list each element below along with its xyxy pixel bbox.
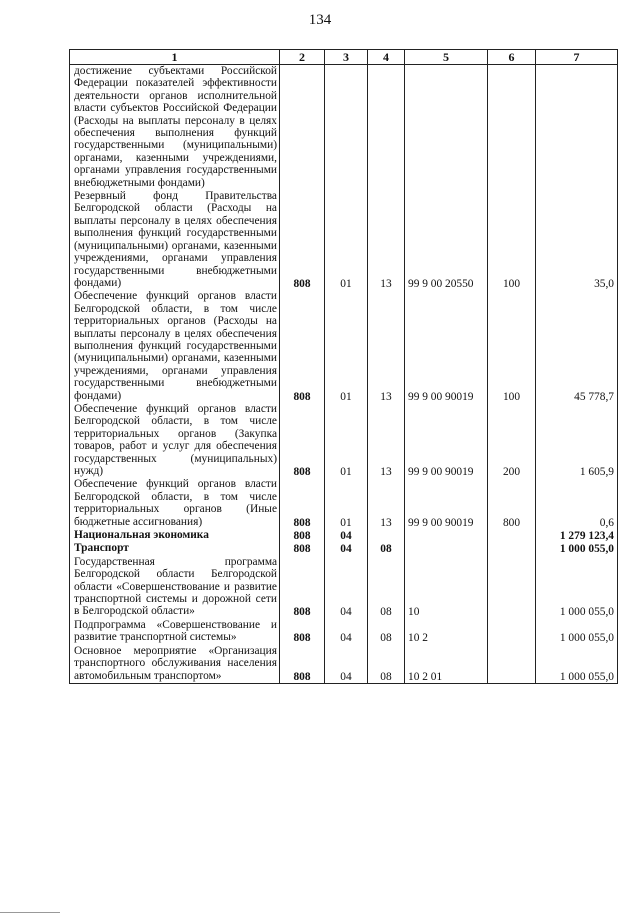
subsection-code [368,65,405,191]
expense-type-code: 100 [488,190,536,290]
amount: 1 000 055,0 [536,645,618,684]
admin-code: 808 [280,290,325,403]
page-edge-mark [0,912,60,913]
target-article-code [405,542,488,555]
subsection-code: 08 [368,542,405,555]
expense-type-code [488,556,536,619]
admin-code: 808 [280,529,325,542]
admin-code: 808 [280,556,325,619]
expense-type-code [488,619,536,645]
target-article-code: 99 9 00 90019 [405,290,488,403]
section-code: 04 [325,619,368,645]
page-number: 134 [308,12,332,28]
section-code: 01 [325,190,368,290]
subsection-code: 13 [368,190,405,290]
row-description: Обеспечение функций органов власти Белгородской области, в том числе территориальных органов (Иные бюджетные ассигнования) [70,478,280,529]
target-article-code [405,529,488,542]
row-description: Подпрограмма «Совершенствование и развитие транспортной системы» [70,619,280,645]
target-article-code: 10 2 01 [405,645,488,684]
amount: 1 000 055,0 [536,542,618,555]
amount: 1 605,9 [536,403,618,478]
section-code: 04 [325,556,368,619]
target-article-code: 99 9 00 90019 [405,403,488,478]
row-description: Основное мероприятие «Организация транспортного обслуживания населения автомобильным транспортом» [70,645,280,684]
amount: 1 000 055,0 [536,619,618,645]
table-row [70,403,618,478]
admin-code: 808 [280,403,325,478]
subsection-code: 08 [368,619,405,645]
section-code: 04 [325,542,368,555]
header-col-5: 5 [405,50,488,65]
amount: 0,6 [536,478,618,529]
amount: 45 778,7 [536,290,618,403]
header-col-2: 2 [280,50,325,65]
target-article-code: 99 9 00 20550 [405,190,488,290]
row-description: Транспорт [70,542,280,555]
amount [536,65,618,191]
subsection-code: 13 [368,478,405,529]
subsection-code: 13 [368,290,405,403]
expense-type-code [488,542,536,555]
amount: 1 000 055,0 [536,556,618,619]
table-row [70,556,618,619]
table-row [70,542,618,555]
expense-type-code: 100 [488,290,536,403]
row-description: Обеспечение функций органов власти Белгородской области, в том числе территориальных органов (Расходы на выплаты персоналу в целях обеспечения выполнения функций государственными (муниципальными) органами, казенными учреждениями, органами управления государственными внебюджетными фондами) [70,290,280,403]
expense-type-code [488,529,536,542]
target-article-code: 10 [405,556,488,619]
header-col-6: 6 [488,50,536,65]
expense-type-code: 800 [488,478,536,529]
admin-code: 808 [280,478,325,529]
expense-type-code: 200 [488,403,536,478]
target-article-code [405,65,488,191]
section-code [325,65,368,191]
amount: 35,0 [536,190,618,290]
header-col-3: 3 [325,50,368,65]
section-code: 01 [325,403,368,478]
row-description: Обеспечение функций органов власти Белгородской области, в том числе территориальных органов (Закупка товаров, работ и услуг для обеспечения государственных (муниципальных) нужд) [70,403,280,478]
budget-table [69,49,618,684]
row-description: Национальная экономика [70,529,280,542]
table-row [70,645,618,684]
table-row [70,190,618,290]
row-description: достижение субъектами Российской Федерации показателей эффективности деятельности органов исполнительной власти субъектов Российской Федерации (Расходы на выплаты персоналу в целях обеспечения выполнения функций государственными (муниципальными) органами, казенными учреждениями, органами управления государственными внебюджетными фондами) [70,65,280,191]
expense-type-code [488,65,536,191]
table-row [70,619,618,645]
admin-code: 808 [280,619,325,645]
table-row [70,478,618,529]
table-row [70,529,618,542]
row-description: Резервный фонд Правительства Белгородской области (Расходы на выплаты персоналу в целях обеспечения выполнения функций государственными (муниципальными) органами, казенными учреждениями, органами управления государственными внебюджетными фондами) [70,190,280,290]
subsection-code: 08 [368,645,405,684]
admin-code [280,65,325,191]
section-code: 01 [325,290,368,403]
header-col-7: 7 [536,50,618,65]
admin-code: 808 [280,542,325,555]
section-code: 04 [325,645,368,684]
header-col-4: 4 [368,50,405,65]
subsection-code: 08 [368,556,405,619]
admin-code: 808 [280,645,325,684]
target-article-code: 10 2 [405,619,488,645]
table-header-row [70,50,618,65]
row-description: Государственная программа Белгородской области Белгородской области «Совершенствование и развитие транспортной системы и дорожной сети в Белгородской области» [70,556,280,619]
section-code: 04 [325,529,368,542]
amount: 1 279 123,4 [536,529,618,542]
header-col-1: 1 [70,50,280,65]
subsection-code: 13 [368,403,405,478]
table-row [70,65,618,191]
table-row [70,290,618,403]
expense-type-code [488,645,536,684]
section-code: 01 [325,478,368,529]
admin-code: 808 [280,190,325,290]
subsection-code [368,529,405,542]
target-article-code: 99 9 00 90019 [405,478,488,529]
